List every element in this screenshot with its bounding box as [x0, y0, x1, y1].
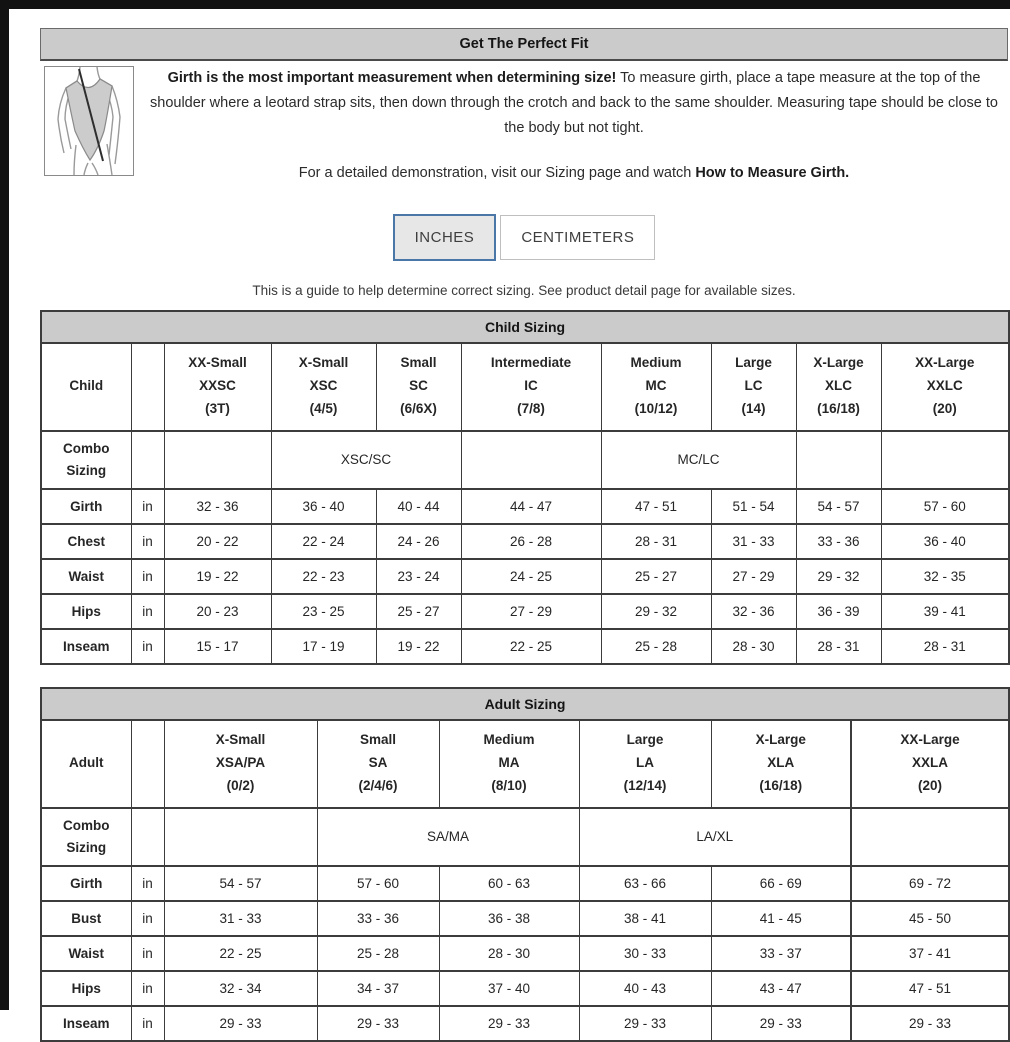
table-row — [41, 866, 1009, 901]
screenshot-frame-top — [0, 0, 1010, 9]
value-cell: 44 - 47 — [461, 489, 601, 524]
girth-instructions-text — [134, 66, 1008, 186]
value-cell: 37 - 41 — [851, 936, 1009, 971]
value-cell: 37 - 40 — [439, 971, 579, 1006]
size-column-header: Intermediate IC (7/8) — [461, 343, 601, 431]
combo-cell — [164, 431, 271, 489]
value-cell: 30 - 33 — [579, 936, 711, 971]
value-cell: 40 - 44 — [376, 489, 461, 524]
measurement-label: Inseam — [41, 629, 131, 664]
value-cell: 36 - 40 — [271, 489, 376, 524]
value-cell: 34 - 37 — [317, 971, 439, 1006]
value-cell: 32 - 36 — [711, 594, 796, 629]
size-column-header: XX-Large XXLC (20) — [881, 343, 1009, 431]
page-title: Get The Perfect Fit — [40, 28, 1008, 61]
value-cell: 29 - 32 — [601, 594, 711, 629]
value-cell: 36 - 39 — [796, 594, 881, 629]
value-cell: 43 - 47 — [711, 971, 851, 1006]
value-cell: 26 - 28 — [461, 524, 601, 559]
measurement-label: Girth — [41, 866, 131, 901]
girth-diagram — [44, 66, 134, 176]
value-cell: 40 - 43 — [579, 971, 711, 1006]
value-cell: 17 - 19 — [271, 629, 376, 664]
value-cell: 32 - 35 — [881, 559, 1009, 594]
value-cell: 20 - 22 — [164, 524, 271, 559]
measurement-label: Chest — [41, 524, 131, 559]
value-cell: 28 - 30 — [711, 629, 796, 664]
table-row — [41, 936, 1009, 971]
value-cell: 19 - 22 — [164, 559, 271, 594]
leotard-diagram-icon — [45, 67, 133, 175]
value-cell: 24 - 25 — [461, 559, 601, 594]
unit-cell: in — [131, 1006, 164, 1041]
size-column-header: X-Small XSA/PA (0/2) — [164, 720, 317, 808]
value-cell: 29 - 33 — [439, 1006, 579, 1041]
combo-cell: LA/XL — [579, 808, 851, 866]
value-cell: 29 - 33 — [711, 1006, 851, 1041]
table-row — [41, 559, 1009, 594]
value-cell: 33 - 36 — [317, 901, 439, 936]
unit-cell: in — [131, 901, 164, 936]
measurement-label: Hips — [41, 971, 131, 1006]
size-column-header: Medium MC (10/12) — [601, 343, 711, 431]
combo-cell — [796, 431, 881, 489]
measurement-label: Bust — [41, 901, 131, 936]
value-cell: 38 - 41 — [579, 901, 711, 936]
value-cell: 29 - 33 — [851, 1006, 1009, 1041]
value-cell: 22 - 23 — [271, 559, 376, 594]
unit-header-cell — [131, 720, 164, 808]
value-cell: 27 - 29 — [711, 559, 796, 594]
value-cell: 41 - 45 — [711, 901, 851, 936]
value-cell: 36 - 38 — [439, 901, 579, 936]
sizing-guide-note: This is a guide to help determine correct sizing. See product detail page for available sizes. — [252, 282, 796, 298]
unit-toggle — [40, 214, 1008, 261]
measurement-label: Waist — [41, 936, 131, 971]
table-title: Adult Sizing — [41, 688, 1009, 720]
unit-cell: in — [131, 936, 164, 971]
value-cell: 19 - 22 — [376, 629, 461, 664]
table-row — [41, 594, 1009, 629]
demo-bold[interactable]: How to Measure Girth. — [695, 164, 850, 181]
combo-cell — [164, 808, 317, 866]
size-column-header: Large LC (14) — [711, 343, 796, 431]
value-cell: 28 - 31 — [881, 629, 1009, 664]
value-cell: 23 - 24 — [376, 559, 461, 594]
measurement-label: Inseam — [41, 1006, 131, 1041]
value-cell: 47 - 51 — [851, 971, 1009, 1006]
table-row — [41, 901, 1009, 936]
unit-cell: in — [131, 489, 164, 524]
value-cell: 33 - 36 — [796, 524, 881, 559]
combo-cell — [881, 431, 1009, 489]
size-column-header: XX-Large XXLA (20) — [851, 720, 1009, 808]
value-cell: 54 - 57 — [164, 866, 317, 901]
inches-button[interactable]: INCHES — [393, 214, 497, 261]
unit-cell: in — [131, 559, 164, 594]
demo-line — [144, 161, 1004, 186]
unit-cell: in — [131, 524, 164, 559]
table-corner-label: Adult — [41, 720, 131, 808]
size-chart-page — [40, 28, 1008, 1042]
girth-bold-lead: Girth is the most important measurement when determining size! — [167, 70, 617, 86]
value-cell: 33 - 37 — [711, 936, 851, 971]
table-row — [41, 971, 1009, 1006]
unit-cell: in — [131, 866, 164, 901]
size-column-header: Medium MA (8/10) — [439, 720, 579, 808]
combo-row-label: Combo Sizing — [41, 431, 131, 489]
table-title: Child Sizing — [41, 311, 1009, 343]
value-cell: 28 - 31 — [601, 524, 711, 559]
value-cell: 69 - 72 — [851, 866, 1009, 901]
value-cell: 29 - 33 — [317, 1006, 439, 1041]
value-cell: 36 - 40 — [881, 524, 1009, 559]
value-cell: 45 - 50 — [851, 901, 1009, 936]
value-cell: 28 - 30 — [439, 936, 579, 971]
size-column-header: X-Large XLC (16/18) — [796, 343, 881, 431]
demo-prefix: For a detailed demonstration, visit our Sizing page and watch — [298, 164, 696, 181]
value-cell: 29 - 33 — [164, 1006, 317, 1041]
value-cell: 22 - 25 — [164, 936, 317, 971]
adult-sizing-table — [40, 687, 1010, 1042]
table-row — [41, 524, 1009, 559]
value-cell: 28 - 31 — [796, 629, 881, 664]
value-cell: 25 - 27 — [601, 559, 711, 594]
unit-cell — [131, 808, 164, 866]
girth-instructions-section — [40, 66, 1008, 186]
value-cell: 22 - 25 — [461, 629, 601, 664]
value-cell: 66 - 69 — [711, 866, 851, 901]
value-cell: 31 - 33 — [711, 524, 796, 559]
size-column-header: Small SC (6/6X) — [376, 343, 461, 431]
table-row — [41, 1006, 1009, 1041]
combo-cell: MC/LC — [601, 431, 796, 489]
value-cell: 23 - 25 — [271, 594, 376, 629]
value-cell: 54 - 57 — [796, 489, 881, 524]
size-column-header: Large LA (12/14) — [579, 720, 711, 808]
unit-header-cell — [131, 343, 164, 431]
combo-cell: SA/MA — [317, 808, 579, 866]
value-cell: 29 - 33 — [579, 1006, 711, 1041]
unit-cell: in — [131, 594, 164, 629]
size-column-header: XX-Small XXSC (3T) — [164, 343, 271, 431]
value-cell: 32 - 36 — [164, 489, 271, 524]
value-cell: 51 - 54 — [711, 489, 796, 524]
value-cell: 32 - 34 — [164, 971, 317, 1006]
girth-body-text: To measure girth, place a tape measure at the top of the shoulder where a leotard strap sits, then down through the crotch and back to the same shoulder. Measuring tape should be close to the body but not tight. — [150, 70, 998, 136]
measurement-label: Girth — [41, 489, 131, 524]
value-cell: 47 - 51 — [601, 489, 711, 524]
value-cell: 22 - 24 — [271, 524, 376, 559]
value-cell: 63 - 66 — [579, 866, 711, 901]
girth-paragraph — [144, 66, 1004, 141]
value-cell: 24 - 26 — [376, 524, 461, 559]
table-row — [41, 489, 1009, 524]
value-cell: 25 - 27 — [376, 594, 461, 629]
child-sizing-table — [40, 310, 1010, 665]
screenshot-frame-left — [0, 0, 9, 1010]
size-column-header: Small SA (2/4/6) — [317, 720, 439, 808]
unit-cell: in — [131, 629, 164, 664]
value-cell: 25 - 28 — [317, 936, 439, 971]
combo-cell: XSC/SC — [271, 431, 461, 489]
value-cell: 39 - 41 — [881, 594, 1009, 629]
value-cell: 31 - 33 — [164, 901, 317, 936]
value-cell: 60 - 63 — [439, 866, 579, 901]
centimeters-button[interactable]: CENTIMETERS — [500, 215, 655, 260]
value-cell: 20 - 23 — [164, 594, 271, 629]
size-column-header: X-Small XSC (4/5) — [271, 343, 376, 431]
value-cell: 29 - 32 — [796, 559, 881, 594]
combo-cell — [851, 808, 1009, 866]
value-cell: 57 - 60 — [881, 489, 1009, 524]
value-cell: 57 - 60 — [317, 866, 439, 901]
combo-row-label: Combo Sizing — [41, 808, 131, 866]
unit-cell: in — [131, 971, 164, 1006]
value-cell: 25 - 28 — [601, 629, 711, 664]
size-column-header: X-Large XLA (16/18) — [711, 720, 851, 808]
unit-cell — [131, 431, 164, 489]
measurement-label: Hips — [41, 594, 131, 629]
measurement-label: Waist — [41, 559, 131, 594]
combo-cell — [461, 431, 601, 489]
value-cell: 15 - 17 — [164, 629, 271, 664]
table-row — [41, 629, 1009, 664]
table-corner-label: Child — [41, 343, 131, 431]
value-cell: 27 - 29 — [461, 594, 601, 629]
